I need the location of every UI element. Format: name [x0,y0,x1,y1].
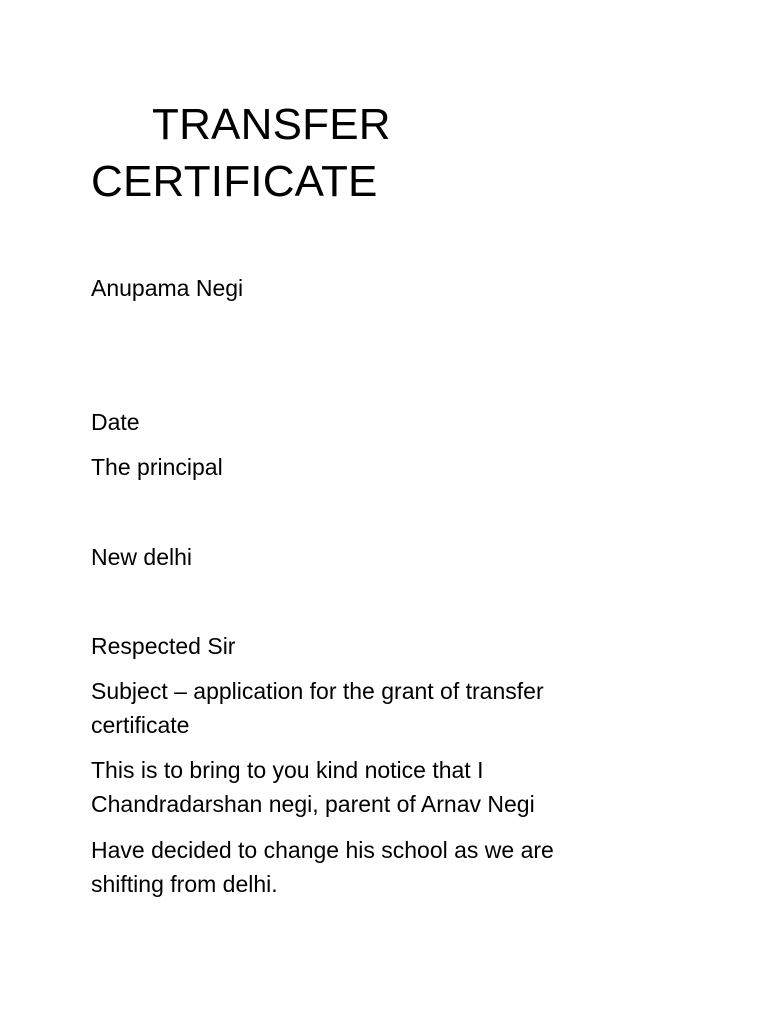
city-line: New delhi [91,544,192,570]
date-label: Date [91,409,140,435]
recipient-line: The principal [91,454,223,480]
subject-paragraph: Subject – application for the grant of transfer certificate [91,678,544,738]
document-title: TRANSFER CERTIFICATE [91,100,391,206]
salutation: Respected Sir [91,633,236,659]
body-paragraph-2: Have decided to change his school as we are shifting from delhi. [91,837,554,897]
sender-name: Anupama Negi [91,275,244,301]
body-paragraph-1: This is to bring to you kind notice that I Chandradarshan negi, parent of Arnav Negi [91,757,535,817]
